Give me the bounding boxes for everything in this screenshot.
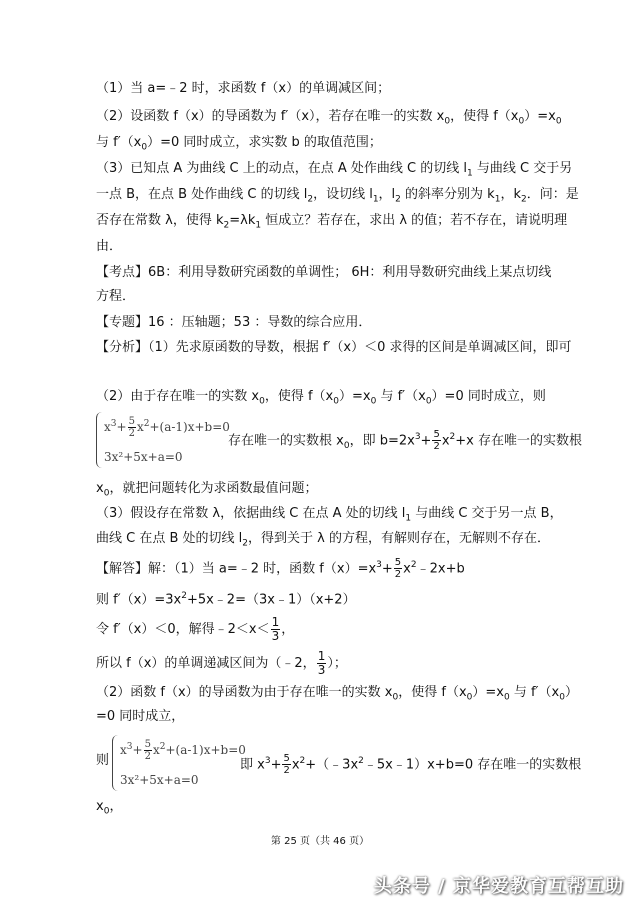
question-part3-line4: 由． [96,239,123,254]
zhuanti-line: 【专题】16 ：压轴题；53 ：导数的综合应用． [96,315,372,330]
fenxi-line2: （2）由于存在唯一的实数 $x_0$，使得 $f(x_0)=x_0$ 与 $f'(x_0)=0$ 同时成立，则 [96,389,546,407]
question-part3-line3: 否存在常数 λ，使得 $k_2=\lambda k_1$ 恒成立？若存在，求出 λ 的值；若不存在，请说明理 [96,213,568,231]
fenxi-line3: 存在唯一的实数根 $x_0$，即 $b=2x^3+$ $\frac{5}{2}$ $x^2+x$ 存在唯一的实数根 [228,429,582,453]
watermark: 头条号 / 京华爱教育互帮互助 [373,876,624,897]
question-part1: （1）当 a=﹣2 时，求函数 f（x）的单调减区间； [96,81,391,96]
jieda-line4: 所以 f（x）的单调递减区间为（﹣2， $\frac{1}{3}$ ）； [96,649,347,677]
equation-system-1 [96,412,236,468]
jieda-line8: $x_0$， [96,799,123,817]
system-eq1: $x^3+$ $\frac{5}{2}$ $x^2+(a-1)x+b=0$ [120,739,246,762]
jieda-line7: 即 $x^3+$ $\frac{5}{2}$ $x^2+(﹣3x^2﹣5x﹣1)x+b=0$ 存在唯一的实数根 [240,753,582,777]
system-eq2: 3x²+5x+a=0 [104,450,183,464]
jieda-line6: =0 同时成立， [96,709,185,724]
system-eq1: $x^3+$ $\frac{5}{2}$ $x^2+(a-1)x+b=0$ [104,416,230,439]
brace [96,412,103,468]
jieda-line3: 令 f′（x）＜0，解得﹣2＜x＜ $\frac{1}{3}$ ， [96,615,295,643]
question-part2-line2: 与 $f'(x_0)=0$ 同时成立，求实数 b 的取值范围； [96,135,382,153]
question-part2-line1: （2）设函数 f（x）的导函数为 f′（x），若存在唯一的实数 $x_0$，使得 $f(x_0)=x_0$ [96,109,562,127]
kaodian-line1: 【考点】6B：利用导数研究函数的单调性； 6H：利用导数研究曲线上某点切线 [96,265,552,280]
page-footer: 第 25 页（共 46 页） [270,836,370,847]
question-part3-line1: （3）已知点 A 为曲线 C 上的动点，在点 A 处作曲线 C 的切线 $l_1$ 与曲线 C 交于另 [96,161,573,179]
brace [112,735,119,791]
equation-system-2 [112,735,247,791]
fenxi-line6: 曲线 C 在点 B 处的切线 $l_2$，得到关于 λ 的方程，有解则存在，无解则不存在． [96,531,550,549]
question-part3-line2: 一点 B，在点 B 处作曲线 C 的切线 $l_2$，设切线 $l_1$，$l_2$ 的斜率分别为 $k_1$，$k_2$．问：是 [96,187,579,205]
jieda-line2: 则 $f'(x)=3x^2+5x﹣2=(3x﹣1)(x+2)$ [96,591,356,608]
fenxi-line4: $x_0$，就把问题转化为求函数最值问题； [96,481,318,499]
jieda-line5: （2）函数 f（x）的导函数为由于存在唯一的实数 $x_0$，使得 $f(x_0)=x_0$ 与 $f'(x_0)$ [96,685,578,703]
system-eq2: 3x²+5x+a=0 [120,773,199,787]
jieda-line7-prefix: 则 [96,753,110,768]
fenxi-line1: 【分析】（1）先求原函数的导数，根据 f′（x）＜0 求得的区间是单调减区间，即可 [96,340,572,355]
kaodian-line2: 方程． [96,289,136,304]
fenxi-line5: （3）假设存在常数 λ，依据曲线 C 在点 A 处的切线 $l_1$ 与曲线 C 交于另一点 B， [96,506,563,524]
jieda-line1: 【解答】解：（1）当 a=﹣2 时，函数 $f(x)=x^3+$ $\frac{5}{2}$ $x^2﹣2x+b$ [96,557,465,581]
